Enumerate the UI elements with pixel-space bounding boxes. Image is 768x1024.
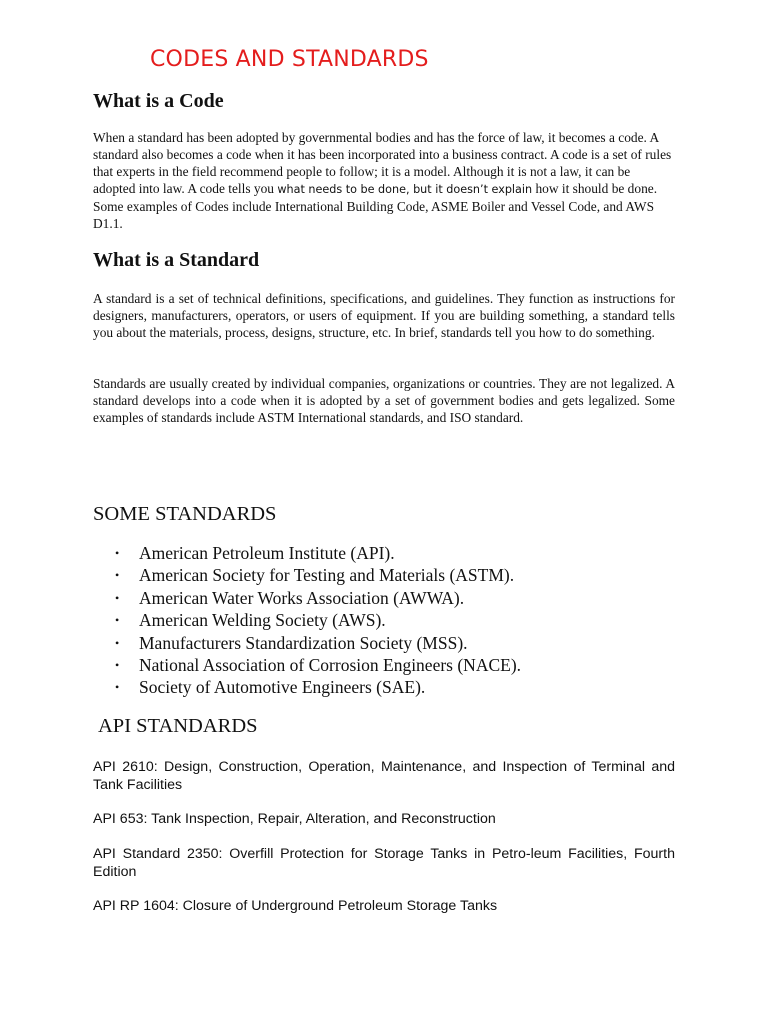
standard-heading: What is a Standard	[93, 249, 260, 271]
bullet-icon: •	[115, 635, 120, 650]
some-standards-heading: SOME STANDARDS	[93, 503, 277, 525]
bullet-icon: •	[115, 568, 120, 583]
bullet-icon: •	[115, 680, 120, 695]
bullet-icon: •	[115, 590, 120, 605]
code-text-end: how it should be done. Some examples of Codes include International Building Code, ASME Boiler and Vessel Code, and AWS D1.1.	[93, 181, 658, 231]
standard-paragraph-1: A standard is a set of technical definitions, specifications, and guidelines. They function as instructions for designers, manufacturers, operators, or users of equipment. If you are building something, a standard tells you about the materials, process, designs, structure, etc. In brief, standards tell you how to do something.	[93, 291, 675, 340]
list-item	[93, 587, 521, 609]
list-item	[93, 542, 521, 564]
document-title: CODES AND STANDARDS	[150, 47, 429, 72]
list-item-text: American Water Works Association (AWWA).	[139, 587, 465, 608]
list-item-text: Society of Automotive Engineers (SAE).	[139, 677, 426, 698]
list-item	[93, 564, 521, 586]
api-item-1604: API RP 1604: Closure of Underground Petroleum Storage Tanks	[93, 898, 498, 914]
code-heading: What is a Code	[93, 90, 224, 112]
list-item-text: American Welding Society (AWS).	[139, 610, 386, 631]
bullet-icon: •	[115, 613, 120, 628]
list-item	[93, 676, 521, 698]
standards-list	[93, 542, 521, 699]
list-item	[93, 609, 521, 631]
bullet-icon: •	[115, 658, 120, 673]
list-item-text: American Society for Testing and Materials (ASTM).	[139, 565, 515, 586]
code-text-start: When a standard has been adopted by governmental bodies and has the force of law, it becomes a code. A standard also becomes a code when it has been incorporated into a business contract. A code is a set of rules that experts in the field recommend people to follow; it is a model. Although it is not a law, it can be adopted into law. A code tells you	[93, 130, 672, 196]
code-text-mixed: what needs to be done, but it doesn’t explain	[277, 183, 533, 196]
standard-paragraph-2: Standards are usually created by individual companies, organizations or countries. They are not legalized. A standard develops into a code when it is adopted by a set of government bodies and gets legalized. Some examples of standards include ASTM International standards, and ISO standard.	[93, 376, 675, 425]
api-standards-heading: API STANDARDS	[98, 715, 258, 737]
code-paragraph	[93, 129, 675, 232]
api-item-2350: API Standard 2350: Overfill Protection for Storage Tanks in Petro-leum Facilities, Fourth Edition	[93, 846, 675, 880]
list-item	[93, 632, 521, 654]
list-item	[93, 654, 521, 676]
list-item-text: American Petroleum Institute (API).	[139, 543, 395, 563]
list-item-text: Manufacturers Standardization Society (MSS).	[139, 632, 468, 653]
list-item-text: National Association of Corrosion Engineers (NACE).	[139, 655, 522, 676]
bullet-icon: •	[115, 546, 120, 560]
api-item-2610: API 2610: Design, Construction, Operation, Maintenance, and Inspection of Terminal and Tank Facilities	[93, 759, 675, 793]
api-item-653: API 653: Tank Inspection, Repair, Alteration, and Reconstruction	[93, 811, 496, 827]
